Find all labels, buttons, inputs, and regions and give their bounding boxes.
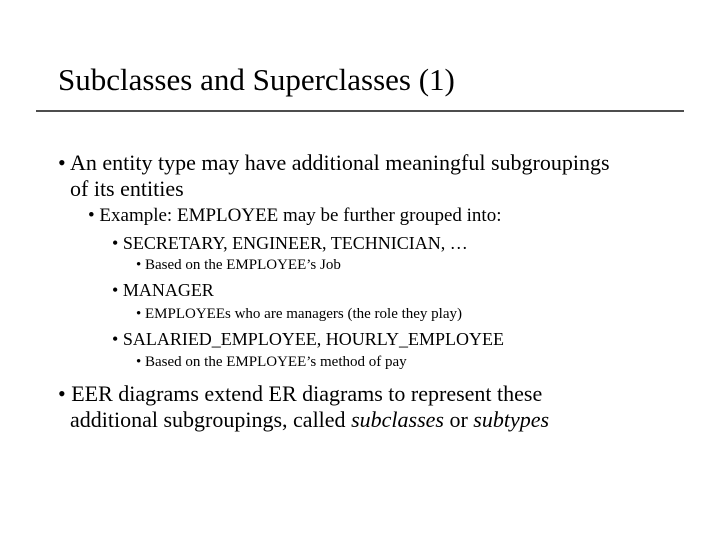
bullet-continuation: of its entities xyxy=(70,176,184,201)
sub-sub-bullet-job-subclasses xyxy=(112,232,468,254)
bullet-eer-diagrams xyxy=(58,381,542,407)
slide-title: Subclasses and Superclasses (1) xyxy=(58,62,455,97)
bullet-text: SECRETARY, ENGINEER, TECHNICIAN, … xyxy=(122,233,468,253)
bullet-continuation-subclasses xyxy=(70,407,549,433)
bullet-marker: • xyxy=(136,354,142,370)
bullet-marker: • xyxy=(112,233,119,253)
bullet-marker: • xyxy=(58,150,66,175)
sub-sub-bullet-pay-subclasses xyxy=(112,328,504,350)
bullet-marker: • xyxy=(112,280,119,300)
bullet-marker: • xyxy=(58,381,66,406)
continuation-prefix: additional subgroupings, called xyxy=(70,407,352,432)
bullet-text: Based on the EMPLOYEE’s method of pay xyxy=(145,354,407,370)
detail-bullet-job xyxy=(136,256,341,274)
bullet-marker: • xyxy=(136,257,142,273)
sub-sub-bullet-manager xyxy=(112,279,214,301)
bullet-text: EER diagrams extend ER diagrams to represent these xyxy=(71,381,543,406)
continuation-joiner: or xyxy=(443,407,474,432)
bullet-text: SALARIED_EMPLOYEE, HOURLY_EMPLOYEE xyxy=(122,329,504,349)
bullet-text: Based on the EMPLOYEE’s Job xyxy=(145,257,341,273)
bullet-marker: • xyxy=(88,205,95,226)
bullet-text: An entity type may have additional meaningful subgroupings xyxy=(70,150,610,175)
title-divider xyxy=(36,110,684,112)
detail-bullet-pay xyxy=(136,353,407,371)
bullet-text: EMPLOYEEs who are managers (the role they play) xyxy=(145,306,463,322)
bullet-text: MANAGER xyxy=(122,280,214,300)
term-subtypes: subtypes xyxy=(473,407,550,432)
bullet-entity-subgroupings xyxy=(58,150,610,176)
sub-bullet-example xyxy=(88,205,501,227)
term-subclasses: subclasses xyxy=(351,407,444,432)
bullet-marker: • xyxy=(112,329,119,349)
detail-bullet-role xyxy=(136,305,462,323)
bullet-marker: • xyxy=(136,306,142,322)
bullet-text: Example: EMPLOYEE may be further grouped into: xyxy=(99,205,502,226)
